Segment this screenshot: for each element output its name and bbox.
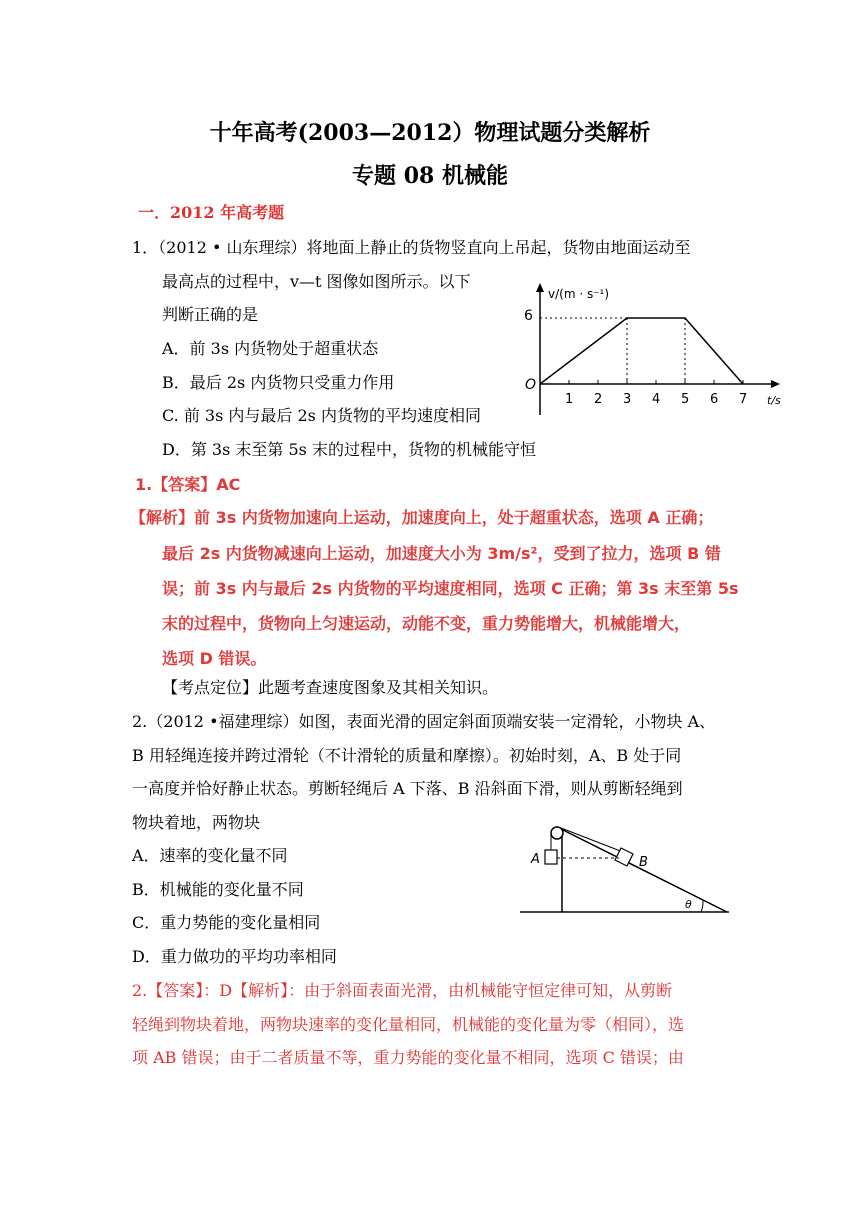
y-axis-arrow [536, 283, 544, 292]
x-tick-label: 3 [623, 392, 632, 407]
y-axis-label: v/(m · s⁻¹) [548, 287, 610, 301]
q1-answer: 1.【答案】AC [135, 475, 241, 494]
q2-option-c: C．重力势能的变化量相同 [132, 913, 321, 932]
q1-analysis-line2: 最后 2s 内货物减速向上运动，加速度大小为 3m/s²，受到了拉力，选项 B 错 [162, 544, 721, 563]
vt-graph [512, 280, 790, 420]
angle-arc [701, 900, 703, 912]
q1-option-a: A．前 3s 内货物处于超重状态 [162, 339, 379, 358]
q2-stem-line3: 一高度并恰好静止状态。剪断轻绳后 A 下落、B 沿斜面下滑，则从剪断轻绳到 [132, 779, 683, 798]
pulley [551, 827, 563, 839]
block-a [545, 850, 557, 864]
incline-pulley-diagram [515, 818, 733, 918]
q1-kaodian: 【考点定位】此题考查速度图象及其相关知识。 [162, 678, 499, 697]
y-tick-label: 6 [524, 308, 533, 324]
x-tick-label: 6 [710, 392, 719, 407]
q1-analysis-line4: 末的过程中，货物向上匀速运动，动能不变，重力势能增大，机械能增大， [162, 614, 691, 633]
q1-stem-line3: 判断正确的是 [162, 305, 259, 324]
rope-to-b [561, 828, 623, 852]
q1-option-d: D．第 3s 末至第 5s 末的过程中，货物的机械能守恒 [162, 440, 536, 459]
document-title: 十年高考(2003—2012）物理试题分类解析 [209, 120, 651, 146]
document-subtitle: 专题 08 机械能 [352, 163, 508, 189]
x-tick-label: 4 [652, 392, 661, 407]
q1-option-b: B．最后 2s 内货物只受重力作用 [162, 373, 395, 392]
x-tick-label: 5 [681, 392, 690, 407]
velocity-series-line [540, 318, 743, 384]
q1-analysis-line5: 选项 D 错误。 [162, 649, 267, 668]
incline-surface [559, 828, 727, 912]
q2-answer-line2: 轻绳到物块着地，两物块速率的变化量相同，机械能的变化量为零（相同），选 [132, 1015, 685, 1034]
q2-option-d: D．重力做功的平均功率相同 [132, 947, 337, 966]
q1-stem-line2: 最高点的过程中，v—t 图像如图所示。以下 [162, 272, 471, 291]
q2-stem-line1: 2.（2012 •福建理综）如图，表面光滑的固定斜面顶端安装一定滑轮，小物块 A、 [132, 712, 716, 731]
q1-analysis-line3: 误；前 3s 内与最后 2s 内货物的平均速度相同，选项 C 正确；第 3s 末至第 5s [162, 579, 739, 598]
x-tick-label: 1 [565, 392, 574, 407]
x-axis-arrow [771, 380, 780, 388]
q1-stem-line1: 1．（2012 • 山东理综）将地面上静止的货物竖直向上吊起，货物由地面运动至 [132, 238, 691, 257]
x-tick-label: 7 [739, 392, 748, 407]
label-a: A [531, 852, 540, 867]
x-axis-label: t/s [767, 394, 781, 407]
guide-lines [540, 318, 685, 384]
label-b: B [639, 855, 648, 870]
section-heading: 一．2012 年高考题 [138, 203, 285, 222]
angle-label: θ [685, 898, 692, 911]
q2-answer-line3: 项 AB 错误；由于二者质量不等，重力势能的变化量不相同，选项 C 错误；由 [132, 1048, 684, 1067]
q2-answer-line1: 2.【答案】：D【解析】：由于斜面表面光滑，由机械能守恒定律可知，从剪断 [132, 981, 673, 1000]
q2-option-b: B．机械能的变化量不同 [132, 880, 304, 899]
x-tick-label: 2 [594, 392, 603, 407]
q1-analysis-line1: 【解析】前 3s 内货物加速向上运动，加速度向上，处于超重状态，选项 A 正确； [130, 508, 714, 527]
q1-option-c: C. 前 3s 内与最后 2s 内货物的平均速度相同 [162, 406, 481, 425]
origin-label: O [525, 377, 537, 393]
q2-stem-line2: B 用轻绳连接并跨过滑轮（不计滑轮的质量和摩擦）。初始时刻，A、B 处于同 [132, 746, 682, 765]
q2-option-a: A．速率的变化量不同 [132, 846, 288, 865]
q2-stem-line4: 物块着地，两物块 [132, 813, 261, 832]
